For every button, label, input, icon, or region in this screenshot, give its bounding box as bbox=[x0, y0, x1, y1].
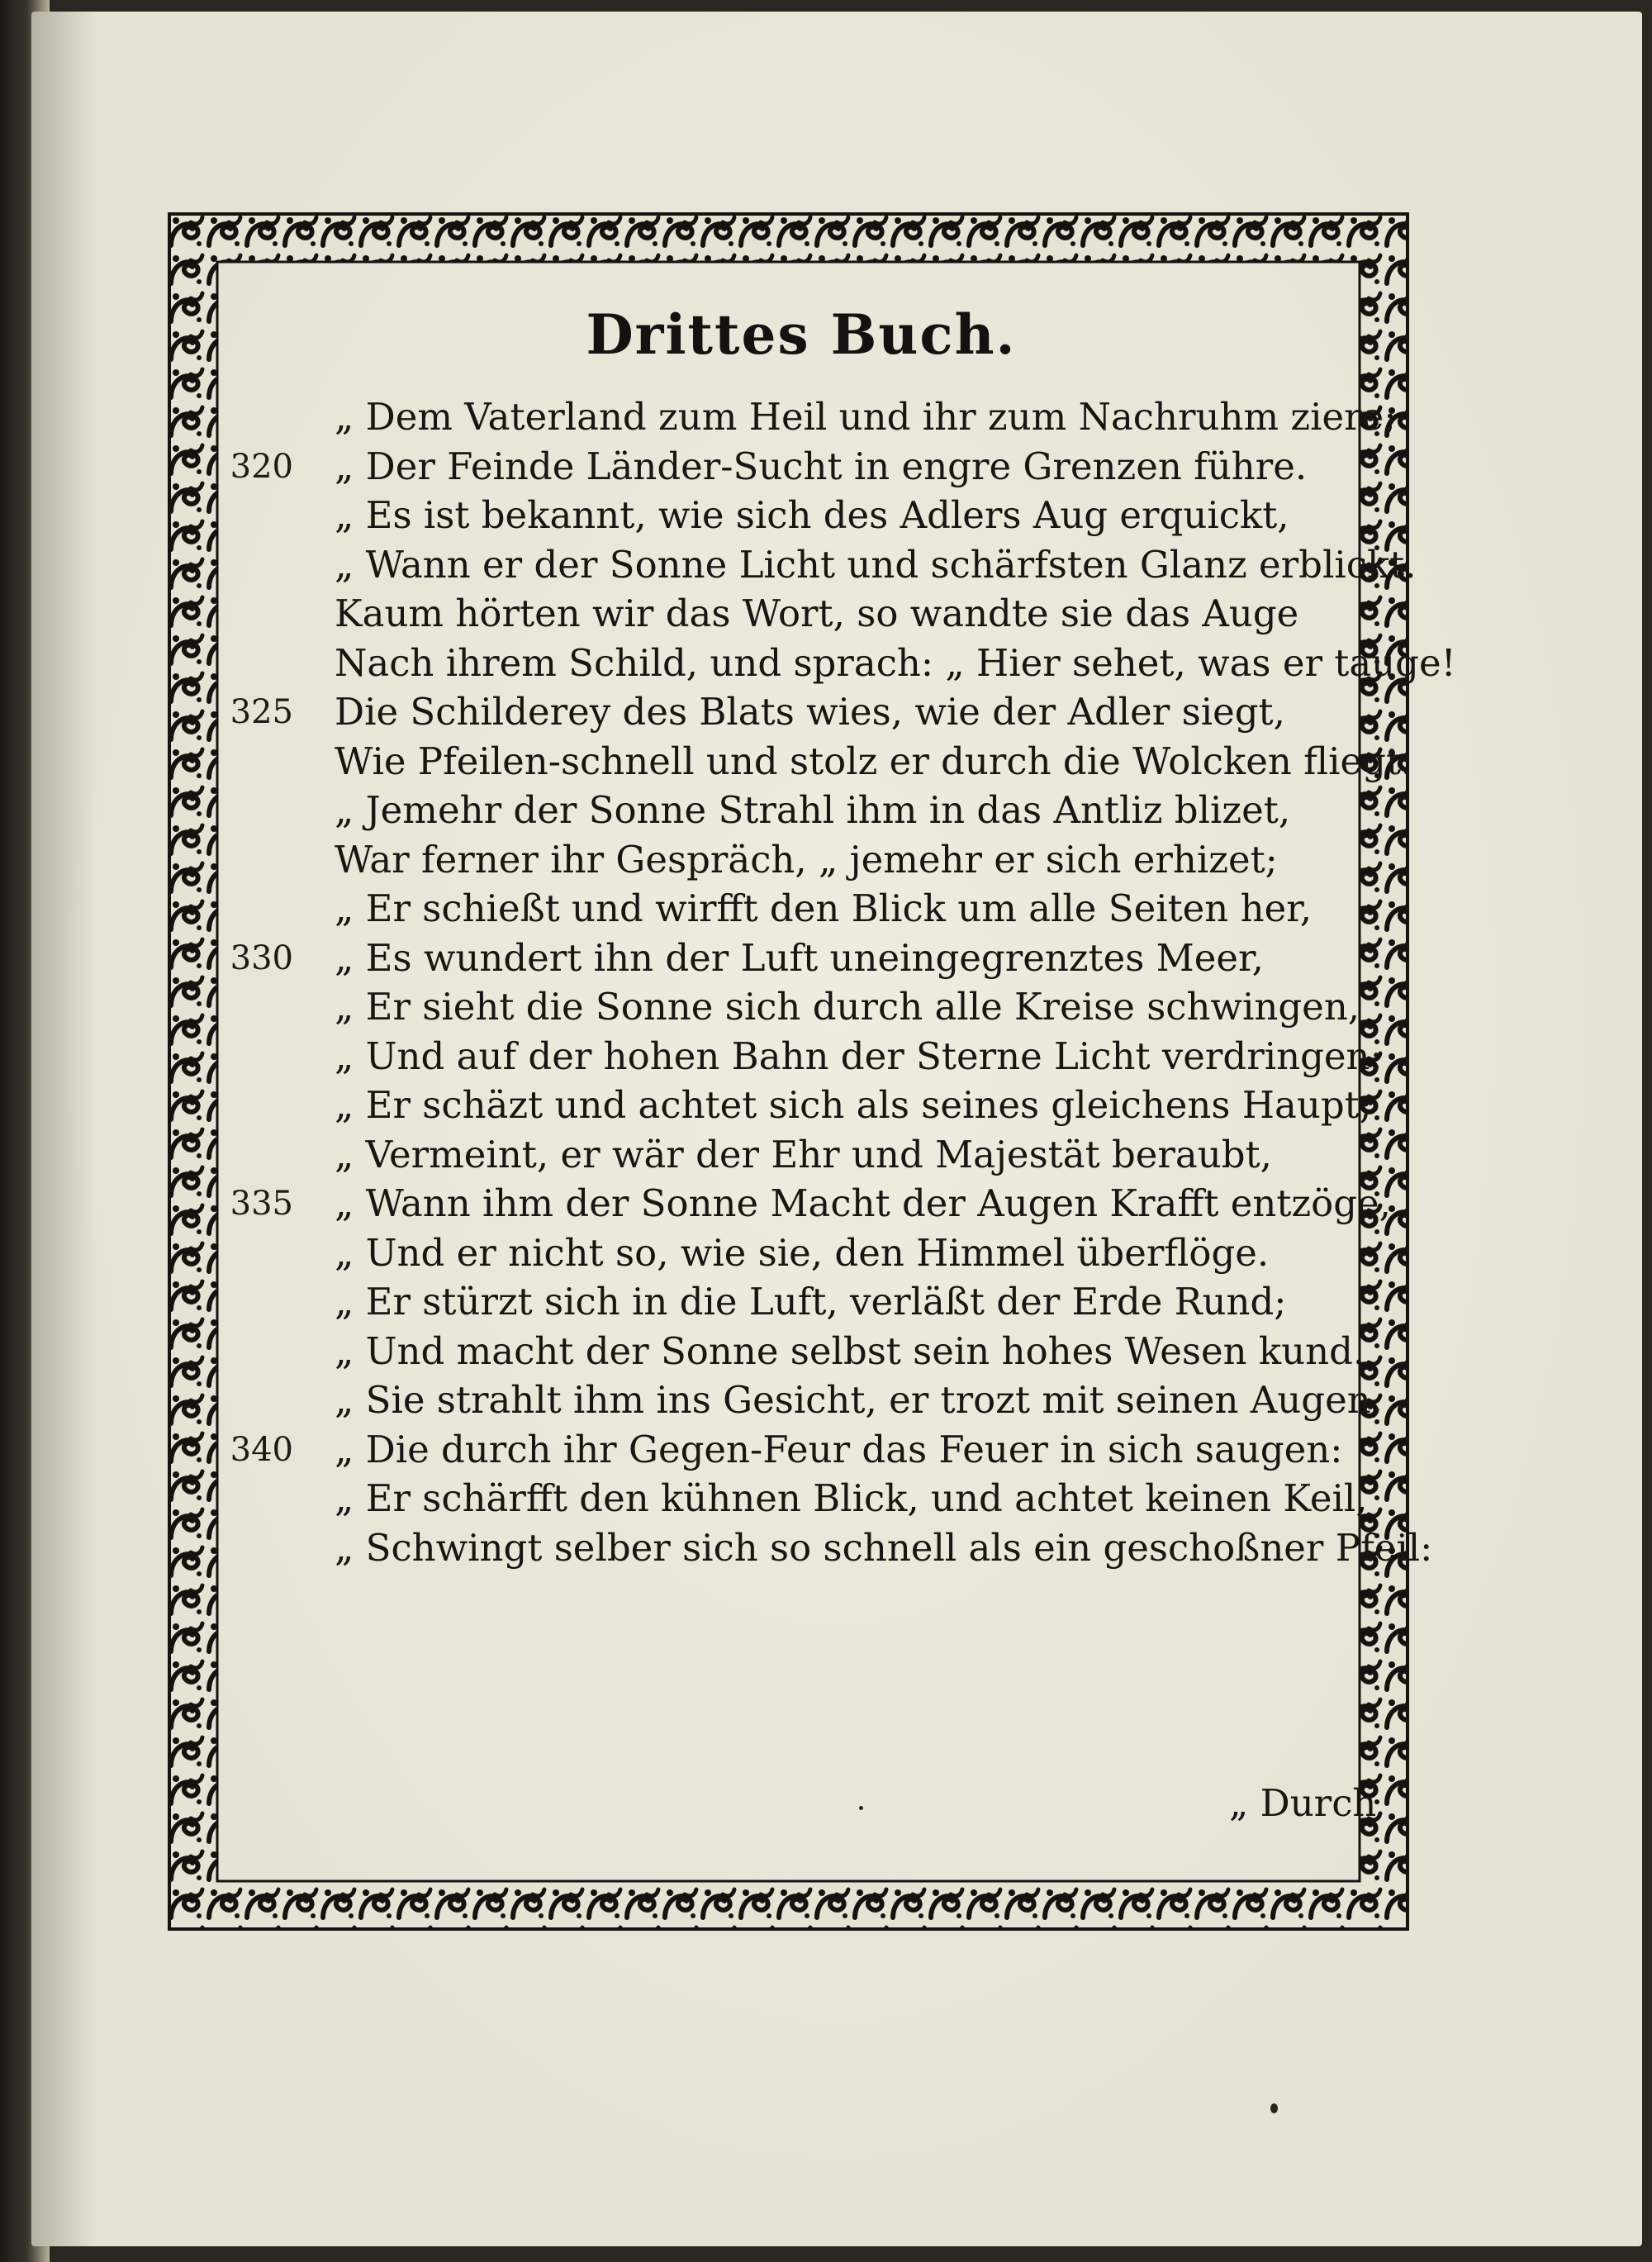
verse-line: Wie Pfeilen-schnell und stolz er durch die Wolcken fliegt. bbox=[335, 739, 1413, 783]
page-heading: Drittes Buch. bbox=[586, 302, 1017, 367]
ink-speck bbox=[859, 1806, 863, 1810]
ink-speck bbox=[1270, 2103, 1278, 2113]
verse-line: „ Und er nicht so, wie sie, den Himmel überflöge. bbox=[335, 1231, 1270, 1275]
verse-line: „ Es wundert ihn der Luft uneingegrenztes Meer, bbox=[335, 936, 1264, 980]
line-number: 320 bbox=[230, 448, 293, 486]
verse-line: „ Und macht der Sonne selbst sein hohes Wesen kund. bbox=[335, 1329, 1365, 1373]
verse-line: „ Schwingt selber sich so schnell als ein geschoßner Pfeil: bbox=[335, 1526, 1433, 1570]
verse-line: „ Er schärfft den kühnen Blick, und achtet keinen Keil, bbox=[335, 1476, 1368, 1520]
catchword: „ Durch bbox=[1229, 1781, 1377, 1825]
verse-line: „ Wann er der Sonne Licht und schärfsten Glanz erblickt. bbox=[335, 543, 1417, 587]
verse-line: „ Der Feinde Länder-Sucht in engre Grenzen führe. bbox=[335, 444, 1308, 488]
line-number: 330 bbox=[230, 939, 293, 977]
verse-line: „ Er schießt und wirfft den Blick um alle Seiten her, bbox=[335, 886, 1313, 930]
line-number: 340 bbox=[230, 1431, 293, 1469]
verse-line: „ Wann ihm der Sonne Macht der Augen Krafft entzöge, bbox=[335, 1181, 1391, 1225]
verse-line: Die Schilderey des Blats wies, wie der Adler siegt, bbox=[335, 690, 1285, 734]
verse-line: „ Jemehr der Sonne Strahl ihm in das Antliz blizet, bbox=[335, 788, 1291, 832]
line-number: 335 bbox=[230, 1185, 293, 1223]
verse-line: Nach ihrem Schild, und sprach: „ Hier sehet, was er tauge! bbox=[335, 641, 1456, 685]
verse-line: War ferner ihr Gespräch, „ jemehr er sich erhizet; bbox=[335, 838, 1278, 882]
verse-line: „ Er stürzt sich in die Luft, verläßt der Erde Rund; bbox=[335, 1280, 1287, 1323]
verse-line: „ Und auf der hohen Bahn der Sterne Licht verdringen: bbox=[335, 1034, 1383, 1078]
verse-line: „ Vermeint, er wär der Ehr und Majestät beraubt, bbox=[335, 1133, 1272, 1176]
verse-line: „ Dem Vaterland zum Heil und ihr zum Nachruhm ziere; bbox=[335, 395, 1397, 439]
verse-line: „ Sie strahlt ihm ins Gesicht, er trozt mit seinen Augen, bbox=[335, 1378, 1384, 1422]
verse-line: „ Er schäzt und achtet sich als seines gleichens Haupt; bbox=[335, 1083, 1372, 1127]
verse-line: „ Es ist bekannt, wie sich des Adlers Aug erquickt, bbox=[335, 493, 1289, 537]
verse-line: Kaum hörten wir das Wort, so wandte sie das Auge bbox=[335, 592, 1299, 635]
line-number: 325 bbox=[230, 693, 293, 731]
verse-line: „ Die durch ihr Gegen-Feur das Feuer in sich saugen: bbox=[335, 1428, 1343, 1471]
verse-line: „ Er sieht die Sonne sich durch alle Kreise schwingen, bbox=[335, 985, 1360, 1029]
